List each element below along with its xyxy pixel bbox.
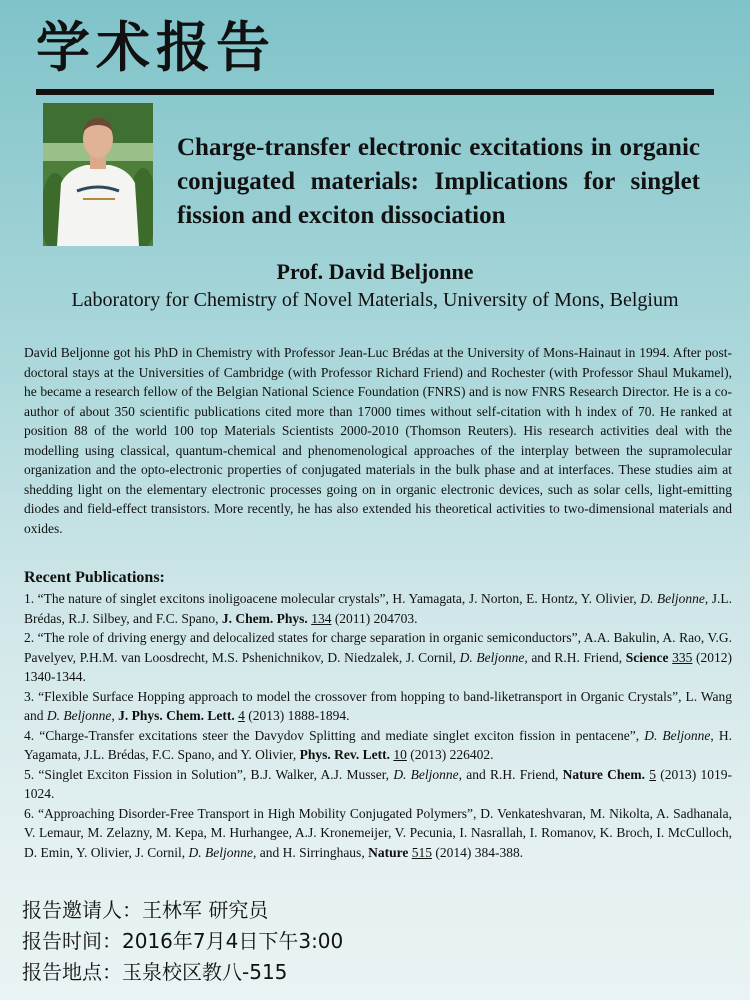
publication-item: 2. “The role of driving energy and delocalized states for charge separation in organic semiconductors”, A.A. Bakulin, A. Rao, V.G. Pavelyev, P.H.M. van Loosdrecht, M.S. Pshenichnikov, D. Niedzalek, J. Cornil, D. Beljonne, and R.H. Friend, Science 335 (2012) 1340-1344. [24, 630, 733, 684]
publication-item: 1. “The nature of singlet excitons inoligoacene molecular crystals”, H. Yamagata, J. Norton, E. Hontz, Y. Olivier, D. Beljonne, J.L. Brédas, R.J. Silbey, and F.C. Spano, J. Chem. Phys. 134 (2011) 204703. [24, 591, 732, 626]
publications-list [24, 589, 732, 862]
speaker-biography: David Beljonne got his PhD in Chemistry with Professor Jean-Luc Brédas at the University of Mons-Hainaut in 1994. After post-doctoral stays at the Universities of Cambridge (with Professor Richard Friend) and Rochester (with Professor Shaul Mukamel), he became a research fellow of the Belgian National Science Foundation (FNRS) and is now FNRS Research Director. He is a co-author of about 350 scientific publications cited more than 17000 times without self-citation with h index of 70. He ranked at position 88 of the world 100 top Materials Scientists 2000-2010 (Thomson Reuters). His research activities deal with the modelling using classical, quantum-chemical and phenomenological approaches of the interplay between the supramolecular organization and the opto-electronic properties of conjugated materials in the bulk phase and at interfaces. These studies aim at shedding light on the elementary electronic processes going on in organic electronic devices, such as solar cells, light-emitting diodes and field-effect transistors. More recently, he has also extended his theoretical activities to two-dimensional materials and oxides. [24, 345, 732, 536]
speaker-photo [43, 103, 153, 246]
poster-title: 学术报告 [36, 16, 276, 79]
speaker-affiliation: Laboratory for Chemistry of Novel Materials, University of Mons, Belgium [71, 289, 679, 311]
speaker-name: Prof. David Beljonne [276, 259, 474, 284]
publication-item: 5. “Singlet Exciton Fission in Solution”, B.J. Walker, A.J. Musser, D. Beljonne, and R.H. Friend, Nature Chem. 5 (2013) 1019-1024. [24, 766, 732, 801]
event-info [22, 895, 343, 988]
talk-title: Charge-transfer electronic excitations in organic conjugated materials: Implications for singlet fission and exciton dissociation [177, 134, 700, 229]
event-time: 报告时间：2016年7月4日下午3:00 [22, 929, 344, 953]
publication-item: 3. “Flexible Surface Hopping approach to model the crossover from hopping to band-liketransport in Organic Crystals”, L. Wang and D. Beljonne, J. Phys. Chem. Lett. 4 (2013) 1888-1894. [24, 688, 733, 723]
publications-heading: Recent Publications: [24, 569, 165, 586]
event-host: 报告邀请人：王林军 研究员 [22, 898, 269, 922]
event-place: 报告地点：玉泉校区教八-515 [22, 960, 288, 984]
publication-item: 4. “Charge-Transfer excitations steer the Davydov Splitting and mediate singlet exciton fission in pentacene”, D. Beljonne, H. Yagamata, J.L. Brédas, F.C. Spano, and Y. Olivier, Phys. Rev. Lett. 10 (2013) 226402. [24, 727, 733, 762]
speaker-portrait-illustration [43, 103, 153, 246]
publication-item: 6. “Approaching Disorder-Free Transport in High Mobility Conjugated Polymers”, D. Venkateshvaran, M. Nikolta, A. Sadhanala, V. Lemaur, M. Zelazny, M. Kepa, M. Hurhangee, A.J. Kronemeijer, V. Pecunia, I. Nasrallah, I. Romanov, K. Broch, I. McCulloch, D. Emin, Y. Olivier, J. Cornil, D. Beljonne, and H. Sirringhaus, Nature 515 (2014) 384-388. [24, 805, 733, 860]
header-divider [36, 89, 714, 95]
